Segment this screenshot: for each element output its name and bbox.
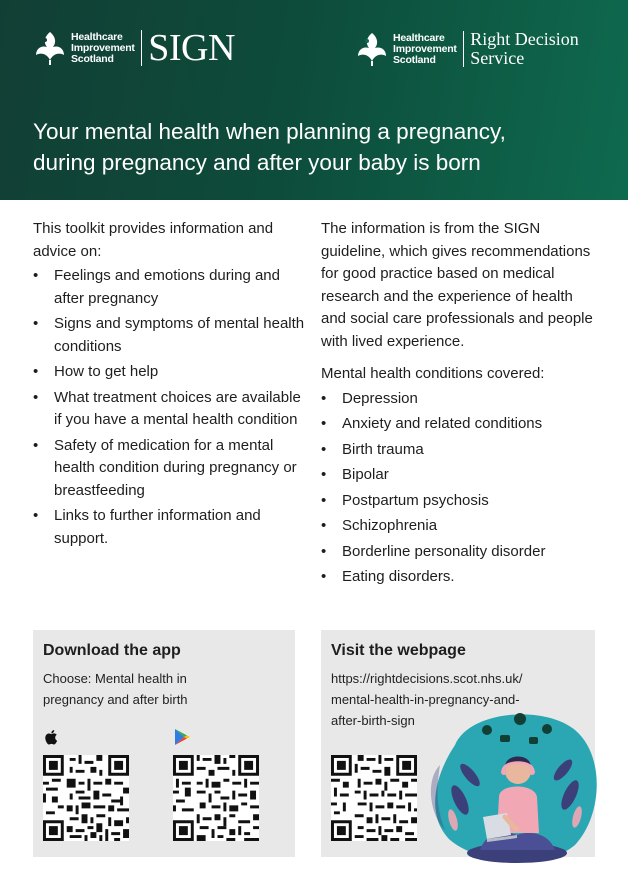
- visit-webpage-heading: Visit the webpage: [331, 642, 466, 659]
- his-thistle-icon: [355, 31, 389, 67]
- list-item: • Bipolar: [321, 464, 596, 487]
- sign-wordmark: SIGN: [148, 27, 235, 69]
- right-decision-service-logo[interactable]: [355, 30, 579, 68]
- toolkit-topics-list: [33, 265, 308, 550]
- download-app-heading: Download the app: [43, 642, 181, 659]
- list-item: • Depression: [321, 388, 596, 411]
- qr-code-icon: [43, 755, 129, 841]
- his-org-name: Healthcare Improvement Scotland: [71, 30, 135, 65]
- app-store-qr-code[interactable]: [43, 755, 129, 841]
- list-item: • Birth trauma: [321, 439, 596, 462]
- conditions-heading: Mental health conditions covered:: [321, 365, 545, 382]
- google-play-icon[interactable]: [173, 728, 191, 746]
- qr-code-icon: [173, 755, 259, 841]
- rds-wordmark: Right Decision Service: [470, 29, 579, 68]
- list-item: • Schizophrenia: [321, 515, 596, 538]
- webpage-qr-code[interactable]: [331, 755, 417, 841]
- list-item: • Anxiety and related conditions: [321, 413, 596, 436]
- list-item: • Postpartum psychosis: [321, 490, 596, 513]
- his-thistle-icon: [33, 30, 67, 66]
- toolkit-intro: This toolkit provides information and advice on:: [33, 220, 274, 260]
- app-choose-text: Choose: Mental health in pregnancy and after birth: [43, 671, 188, 707]
- header-banner: [0, 0, 628, 200]
- list-item: • Feelings and emotions during and after pregnancy: [33, 265, 308, 310]
- webpage-url-link[interactable]: https://rightdecisions.scot.nhs.uk/ mental-health-in-pregnancy-and- after-birth-sign: [331, 671, 523, 728]
- conditions-list: [321, 388, 596, 589]
- list-item: • Links to further information and support.: [33, 505, 308, 550]
- qr-code-icon: [331, 755, 417, 841]
- download-app-panel: [33, 630, 295, 857]
- list-item: • Signs and symptoms of mental health conditions: [33, 313, 308, 358]
- brand-divider: [463, 31, 465, 67]
- list-item: • Borderline personality disorder: [321, 541, 596, 564]
- sign-logo[interactable]: [33, 27, 235, 69]
- guideline-info-column: [321, 218, 596, 592]
- google-play-qr-code[interactable]: [173, 755, 259, 841]
- page-title: Your mental health when planning a pregnancy, during pregnancy and after your baby is born: [33, 119, 506, 175]
- apple-icon[interactable]: [43, 728, 61, 746]
- brand-divider: [141, 30, 143, 66]
- guideline-intro: The information is from the SIGN guideline, which gives recommendations for good practice based on medical research and the experience of health and social care professionals and people with lived experience.: [321, 220, 593, 350]
- list-item: • Safety of medication for a mental health condition during pregnancy or breastfeeding: [33, 435, 308, 503]
- list-item: • Eating disorders.: [321, 566, 596, 589]
- his-org-name: Healthcare Improvement Scotland: [393, 31, 457, 66]
- person-with-laptop-illustration: [425, 705, 605, 865]
- list-item: • What treatment choices are available if you have a mental health condition: [33, 387, 308, 432]
- list-item: • How to get help: [33, 361, 308, 384]
- toolkit-info-column: [33, 218, 308, 553]
